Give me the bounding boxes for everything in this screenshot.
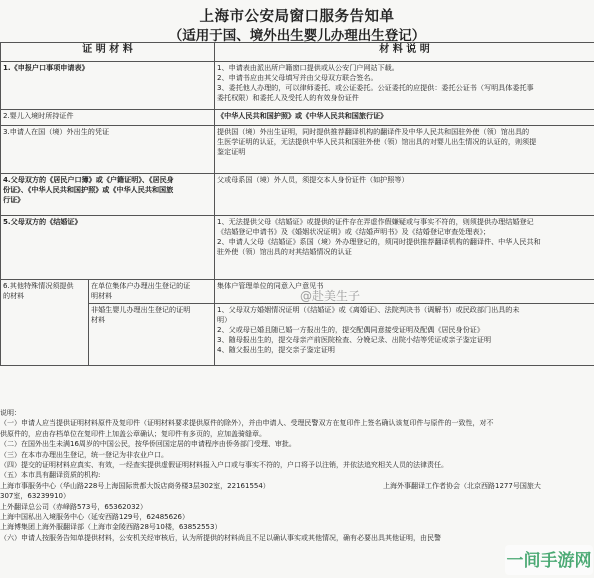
material-cell: 2.婴儿入境时所持证件 bbox=[1, 110, 215, 126]
table-row bbox=[1, 174, 594, 216]
table-row bbox=[1, 280, 594, 304]
note-line: （一）申请人应当提供证明材料原件及复印件（证明材料要求提供原件的除外），并由申请人、受理民警双方在复印件上签名确认该复印件与原件的一致性，对不 bbox=[0, 419, 494, 428]
description-cell: 1、无法提供父母《结婚证》或提供的证件存在弄虚作假嫌疑或与事实不符的，则须提供办理结婚登记 《结婚登记申请书》及《婚姻状况证明》或《结婚声明书》及《结婚登记审查处理表》； 2、申请人父母《结婚证》系国（境）外办理登记的，须同时提供推荐翻译机构的翻译件、中华人民共和 驻外使（领）馆出具的对其结婚情况的认证 bbox=[215, 216, 594, 280]
table-row bbox=[1, 110, 594, 126]
agency-line: 上外翻译总公司（赤峰路573号，65362032） bbox=[0, 502, 147, 511]
col-header-materials: 证 明 材 料 bbox=[1, 43, 215, 62]
page-title: 上海市公安局窗口服务告知单 bbox=[199, 9, 395, 25]
agency-line: 上海中国私出入境服务中心（延安西路129号，62485626） bbox=[0, 513, 189, 522]
note-line: （二）在国外出生未满16周岁的中国公民，按华侨回国定居的申请程序由侨务部门受理、审批。 bbox=[0, 440, 296, 449]
note-line: （四）提交的证明材料应真实、有效，一经查实提供虚假证明材料报入户口或与事实不符的，户口将予以注销，并依法追究相关人员的法律责任。 bbox=[0, 461, 448, 470]
description-cell: 1、申请表由派出所户籍窗口提供或从公安门户网站下载。 2、申请书应由其父母填写并由父母双方联合签名。 3、委托他人办理的，可以律师委托、或公证委托。公证委托的应提供：委托公证书（写明具体委托事 委托权限）和委托人及受托人的有效身份证件 bbox=[215, 62, 594, 110]
table-row bbox=[1, 126, 594, 174]
note-line: （五）本市具有翻译资质的机构: bbox=[0, 471, 101, 480]
agency-line: 上海博集团上海外服翻译部（上海市金陵西路28号10楼，63852553） bbox=[0, 523, 222, 532]
material-cell: 6.其他特殊情况须提供 的材料 bbox=[1, 280, 89, 366]
table-row bbox=[1, 216, 594, 280]
notes-section bbox=[0, 408, 594, 543]
sub-material-cell: 在单位集体户办理出生登记的证 明材料 bbox=[89, 280, 215, 304]
material-cell: 5.父母双方的《结婚证》 bbox=[1, 216, 215, 280]
col-header-description: 材 料 说 明 bbox=[215, 43, 594, 62]
table-row bbox=[1, 62, 594, 110]
description-cell: 《中华人民共和国护照》或《中华人民共和国旅行证》 bbox=[215, 110, 594, 126]
table-row bbox=[1, 304, 594, 366]
description-cell: 1、父母双方婚姻情况证明（《结婚证》或《离婚证》、法院判决书（调解书）或民政部门出具的未 明） 2、父或母已婚且随已婚一方报出生的，提交配偶同意接受证明及配偶《居民身份证》 3、随母报出生的，提交母亲产前医院检查、分娩记录、出院小结等凭证或亲子鉴定证明 4、随父报出生的，提交亲子鉴定证明 bbox=[215, 304, 594, 366]
sub-material-cell: 非婚生婴儿办理出生登记的证明 材料 bbox=[89, 304, 215, 366]
note-line: （三）在本市办理出生登记，统一登记为非农业户口。 bbox=[0, 450, 168, 459]
agency-line: 307室，63239910） bbox=[0, 492, 70, 501]
note-final: （六）申请人按服务告知单提供材料，公安机关经审核后，认为所提供的材料尚且不足以确认事实或其他情况，确有必要出具其他证明，由民警 bbox=[0, 533, 441, 542]
watermark-text: @赴美生子 bbox=[300, 289, 361, 303]
material-cell: 4.父母双方的《居民户口簿》或《户籍证明》、《居民身 份证》、《中华人民共和国护照》或《中华人民共和国旅 行证》 bbox=[1, 174, 215, 216]
description-cell: 集体户管理单位的同意入户意见书 bbox=[215, 280, 594, 304]
table-header-row bbox=[1, 43, 594, 62]
requirements-table bbox=[0, 42, 594, 366]
material-cell: 1.《申报户口事项申请表》 bbox=[1, 62, 215, 110]
material-cell: 3.申请人在国（境）外出生的凭证 bbox=[1, 126, 215, 174]
note-line: 供原件的，应由存档单位在复印件上加盖公章确认；复印件有多页的，应加盖骑缝章。 bbox=[0, 429, 266, 438]
notes-heading: 说明： bbox=[0, 409, 21, 417]
svg-text:一间手游网: 一间手游网 bbox=[506, 551, 592, 571]
description-cell: 父或母系国（境）外人员，须提交本人身份证件（如护照等） bbox=[215, 174, 594, 216]
corner-logo bbox=[505, 545, 593, 575]
agency-line: 上海市事服务中心（华山路228号上海国际贵都大饭店商务楼3层302室，22161554） 上海外事翻译工作者协会（北京西路1277号国旅大 bbox=[0, 481, 541, 490]
page-subtitle: （适用于国、境外出生婴儿办理出生登记） bbox=[168, 28, 426, 44]
description-cell: 提供国（境）外出生证明，同时提供推荐翻译机构的翻译件及中华人民共和国驻外使（领）馆出具的 生医学证明的认证，无法提供中华人民共和国驻外使（领）馆出具的对婴儿出生情况的认证的，则须提 鉴定证明 bbox=[215, 126, 594, 174]
